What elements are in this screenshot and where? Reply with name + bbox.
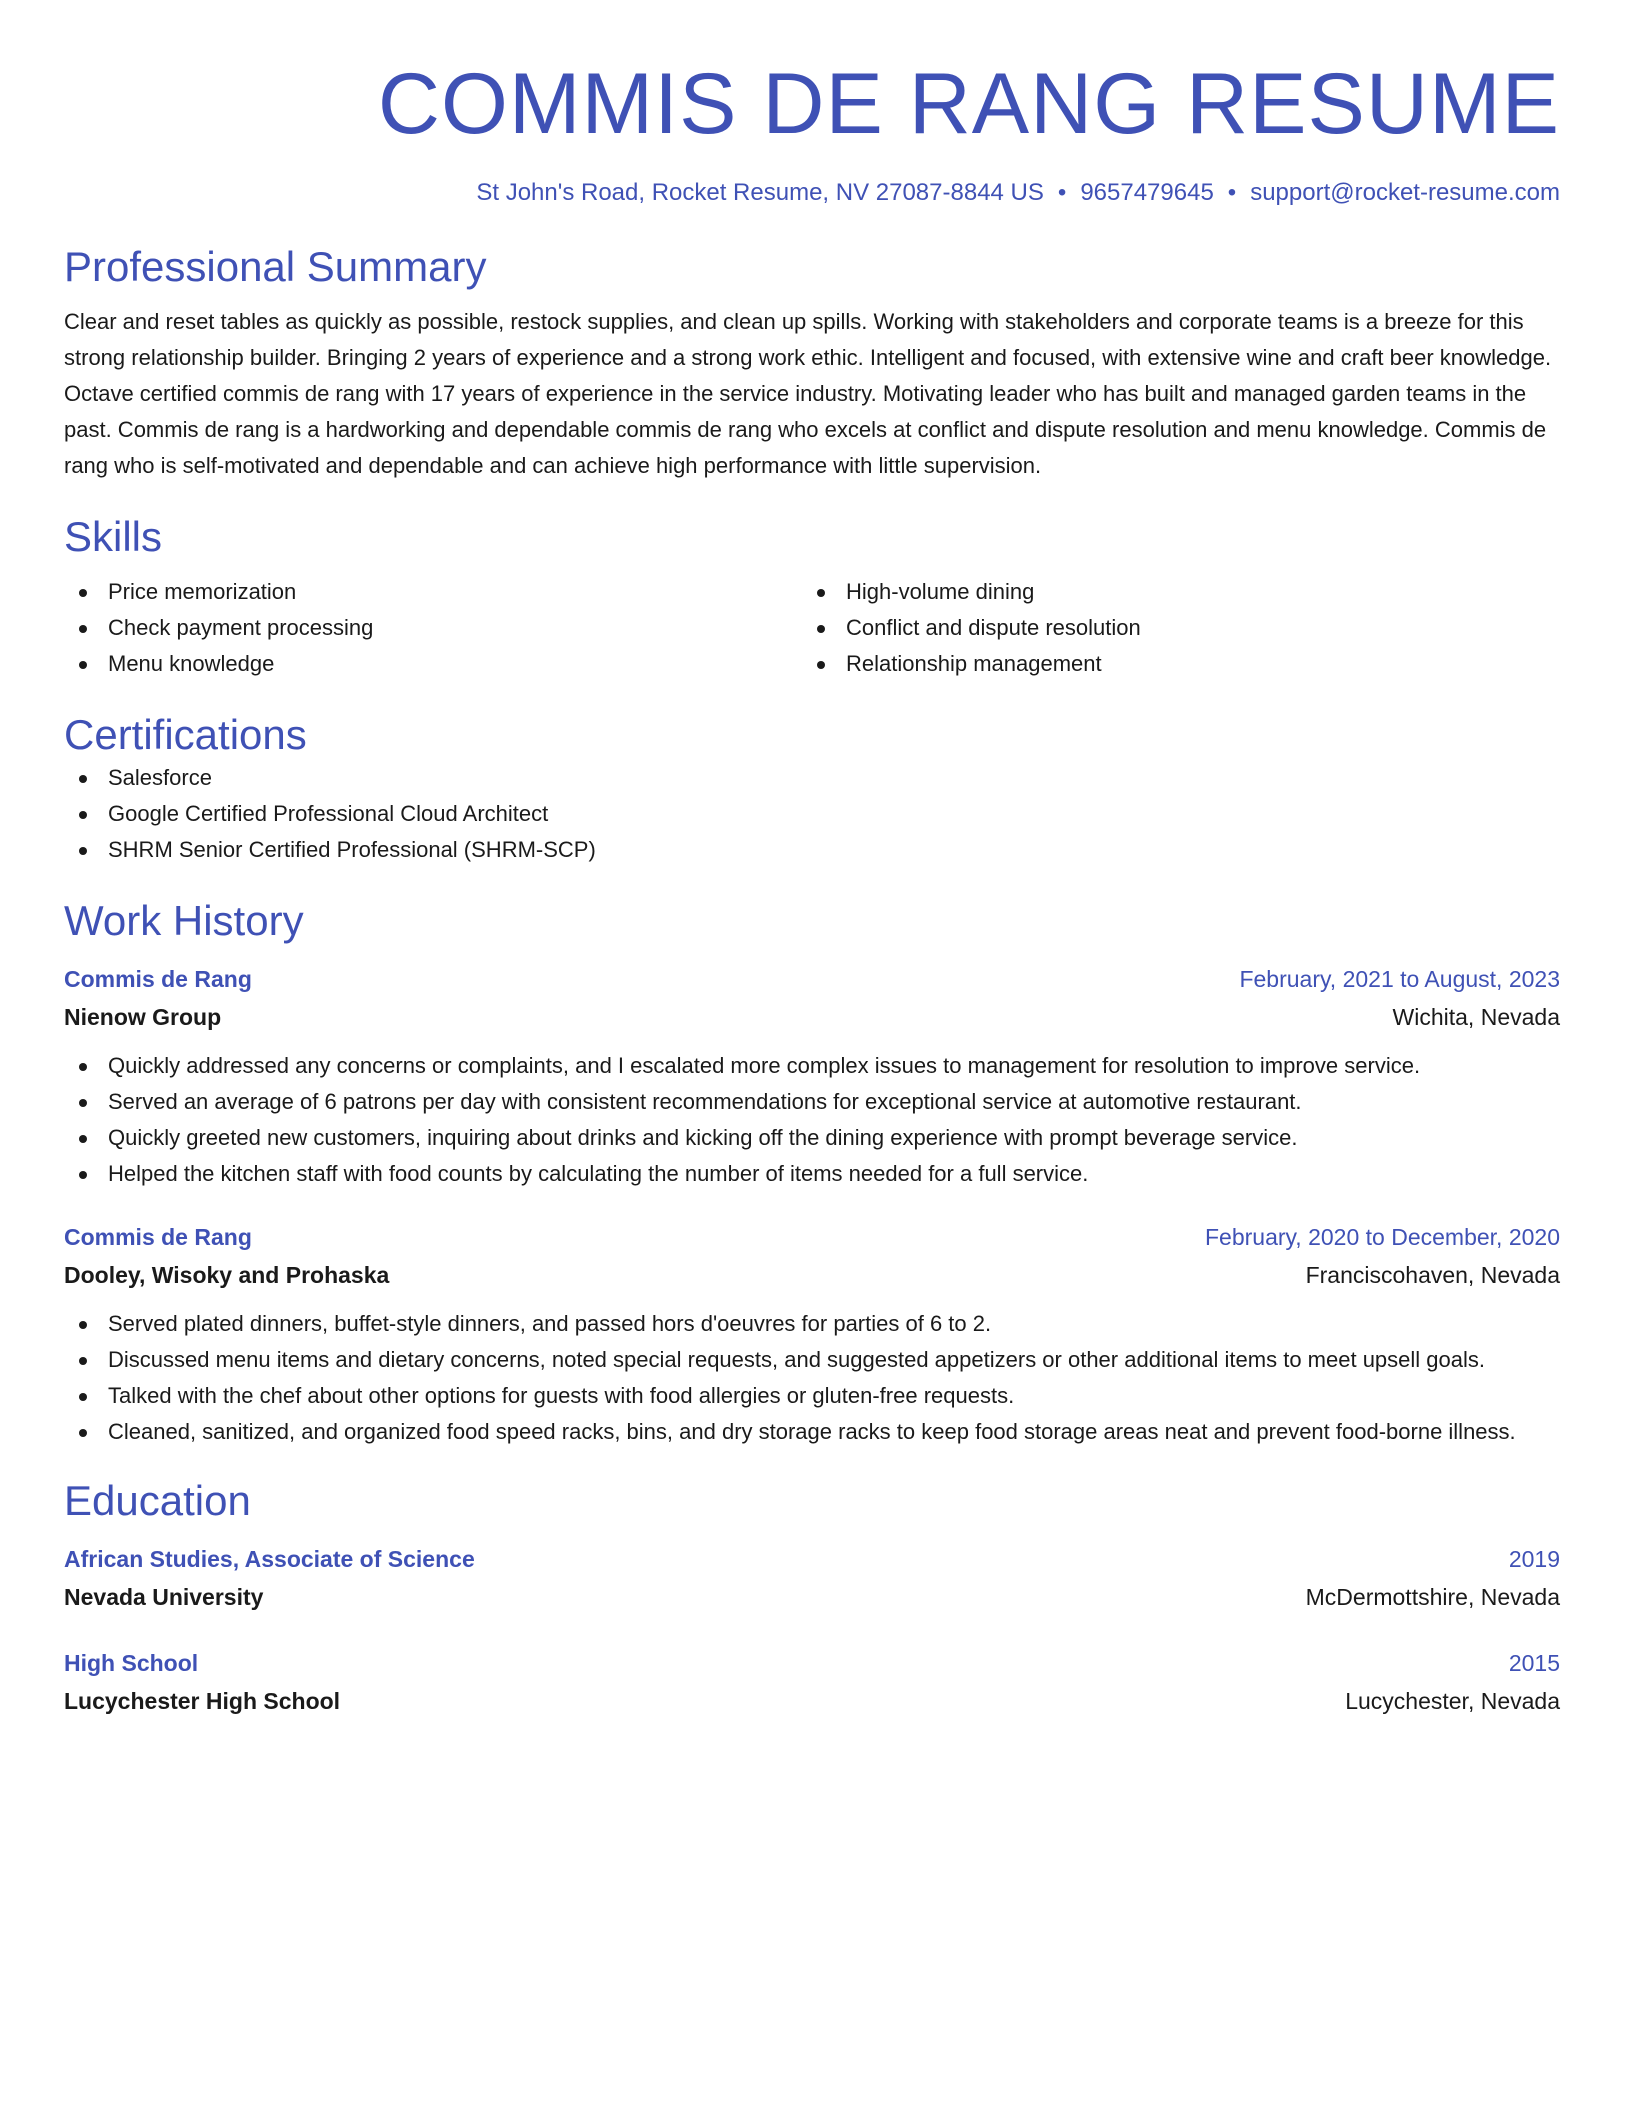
summary-text: Clear and reset tables as quickly as possible, restock supplies, and clean up spills. Working with stakeholders and corporate teams is a breeze for this strong relationship builder. Bringing 2 years of experience and a strong work ethic. Intelligent and focused, with extensive wine and craft beer knowledge. Octave certified commis de rang with 17 years of experience in the service industry. Motivating leader who has built and managed garden teams in the past. Commis de rang is a hardworking and dependable commis de rang who excels at conflict and dispute resolution and menu knowledge. Commis de rang who is self-motivated and dependable and can achieve high performance with little supervision. bbox=[64, 309, 1552, 478]
education-school: Lucychester High School bbox=[64, 1688, 341, 1714]
skill-item: High-volume dining bbox=[802, 574, 1540, 610]
education-school-row bbox=[64, 1682, 1560, 1720]
job-duty: Discussed menu items and dietary concerns, noted special requests, and suggested appetizers or other additional items to meet upsell goals. bbox=[64, 1342, 1560, 1378]
job-role: Commis de Rang bbox=[64, 1224, 252, 1250]
contact-separator: • bbox=[1057, 179, 1067, 206]
summary-heading: Professional Summary bbox=[64, 243, 487, 290]
education-entry bbox=[64, 1644, 1560, 1720]
job-dates: February, 2020 to December, 2020 bbox=[1204, 1224, 1560, 1250]
job-company: Dooley, Wisoky and Prohaska bbox=[64, 1262, 390, 1288]
job-title-row bbox=[64, 960, 1560, 998]
resume-title: COMMIS DE RANG RESUME bbox=[377, 56, 1560, 152]
job-title-row bbox=[64, 1218, 1560, 1256]
summary-section bbox=[64, 242, 1560, 484]
job-entry bbox=[64, 960, 1560, 1192]
education-entry bbox=[64, 1540, 1560, 1616]
certifications-section bbox=[64, 710, 1560, 868]
certification-item: SHRM Senior Certified Professional (SHRM-SCP) bbox=[64, 832, 1560, 868]
job-duties-list bbox=[64, 1306, 1560, 1450]
job-duty: Served plated dinners, buffet-style dinners, and passed hors d'oeuvres for parties of 6 to 2. bbox=[64, 1306, 1560, 1342]
education-section bbox=[64, 1476, 1560, 1720]
skill-item: Relationship management bbox=[802, 646, 1540, 682]
education-heading: Education bbox=[64, 1477, 251, 1524]
job-duty: Talked with the chef about other options for guests with food allergies or gluten-free requests. bbox=[64, 1378, 1560, 1414]
certifications-heading: Certifications bbox=[64, 711, 307, 758]
job-dates: February, 2021 to August, 2023 bbox=[1239, 966, 1560, 992]
skills-list-left bbox=[64, 574, 802, 682]
job-company: Nienow Group bbox=[64, 1004, 222, 1030]
job-duty: Served an average of 6 patrons per day with consistent recommendations for exceptional service at automotive restaurant. bbox=[64, 1084, 1560, 1120]
job-duty: Quickly greeted new customers, inquiring about drinks and kicking off the dining experience with prompt beverage service. bbox=[64, 1120, 1560, 1156]
education-degree-row bbox=[64, 1540, 1560, 1578]
resume-page bbox=[64, 0, 1560, 1720]
education-degree: African Studies, Associate of Science bbox=[64, 1546, 475, 1572]
contact-phone: 9657479645 bbox=[1080, 179, 1214, 206]
work-history-heading: Work History bbox=[64, 897, 304, 944]
certification-item: Salesforce bbox=[64, 760, 1560, 796]
education-school-row bbox=[64, 1578, 1560, 1616]
contact-address: St John's Road, Rocket Resume, NV 27087-8844 US bbox=[476, 179, 1044, 206]
education-year: 2019 bbox=[1508, 1546, 1560, 1572]
skills-section bbox=[64, 512, 1560, 682]
certifications-list bbox=[64, 760, 1560, 868]
job-location: Franciscohaven, Nevada bbox=[1305, 1262, 1560, 1288]
skill-item: Price memorization bbox=[64, 574, 802, 610]
education-school: Nevada University bbox=[64, 1584, 264, 1610]
job-company-row bbox=[64, 998, 1560, 1036]
job-duty: Cleaned, sanitized, and organized food speed racks, bins, and dry storage racks to keep food storage areas neat and prevent food-borne illness. bbox=[64, 1414, 1560, 1450]
contact-email: support@rocket-resume.com bbox=[1250, 179, 1560, 206]
job-entry bbox=[64, 1218, 1560, 1450]
job-role: Commis de Rang bbox=[64, 966, 252, 992]
job-company-row bbox=[64, 1256, 1560, 1294]
job-duty: Quickly addressed any concerns or complaints, and I escalated more complex issues to management for resolution to improve service. bbox=[64, 1048, 1560, 1084]
certification-item: Google Certified Professional Cloud Architect bbox=[64, 796, 1560, 832]
skill-item: Menu knowledge bbox=[64, 646, 802, 682]
education-location: McDermottshire, Nevada bbox=[1305, 1584, 1560, 1610]
education-location: Lucychester, Nevada bbox=[1345, 1688, 1560, 1714]
job-duties-list bbox=[64, 1048, 1560, 1192]
education-degree: High School bbox=[64, 1650, 199, 1676]
skills-heading: Skills bbox=[64, 513, 163, 560]
job-duty: Helped the kitchen staff with food counts by calculating the number of items needed for a full service. bbox=[64, 1156, 1560, 1192]
education-year: 2015 bbox=[1508, 1650, 1560, 1676]
education-degree-row bbox=[64, 1644, 1560, 1682]
skill-item: Conflict and dispute resolution bbox=[802, 610, 1540, 646]
contact-separator: • bbox=[1227, 179, 1237, 206]
skills-list-right bbox=[802, 574, 1540, 682]
job-location: Wichita, Nevada bbox=[1392, 1004, 1560, 1030]
skill-item: Check payment processing bbox=[64, 610, 802, 646]
work-history-section bbox=[64, 896, 1560, 1450]
contact-line bbox=[64, 178, 1560, 208]
skills-grid bbox=[64, 574, 1560, 682]
